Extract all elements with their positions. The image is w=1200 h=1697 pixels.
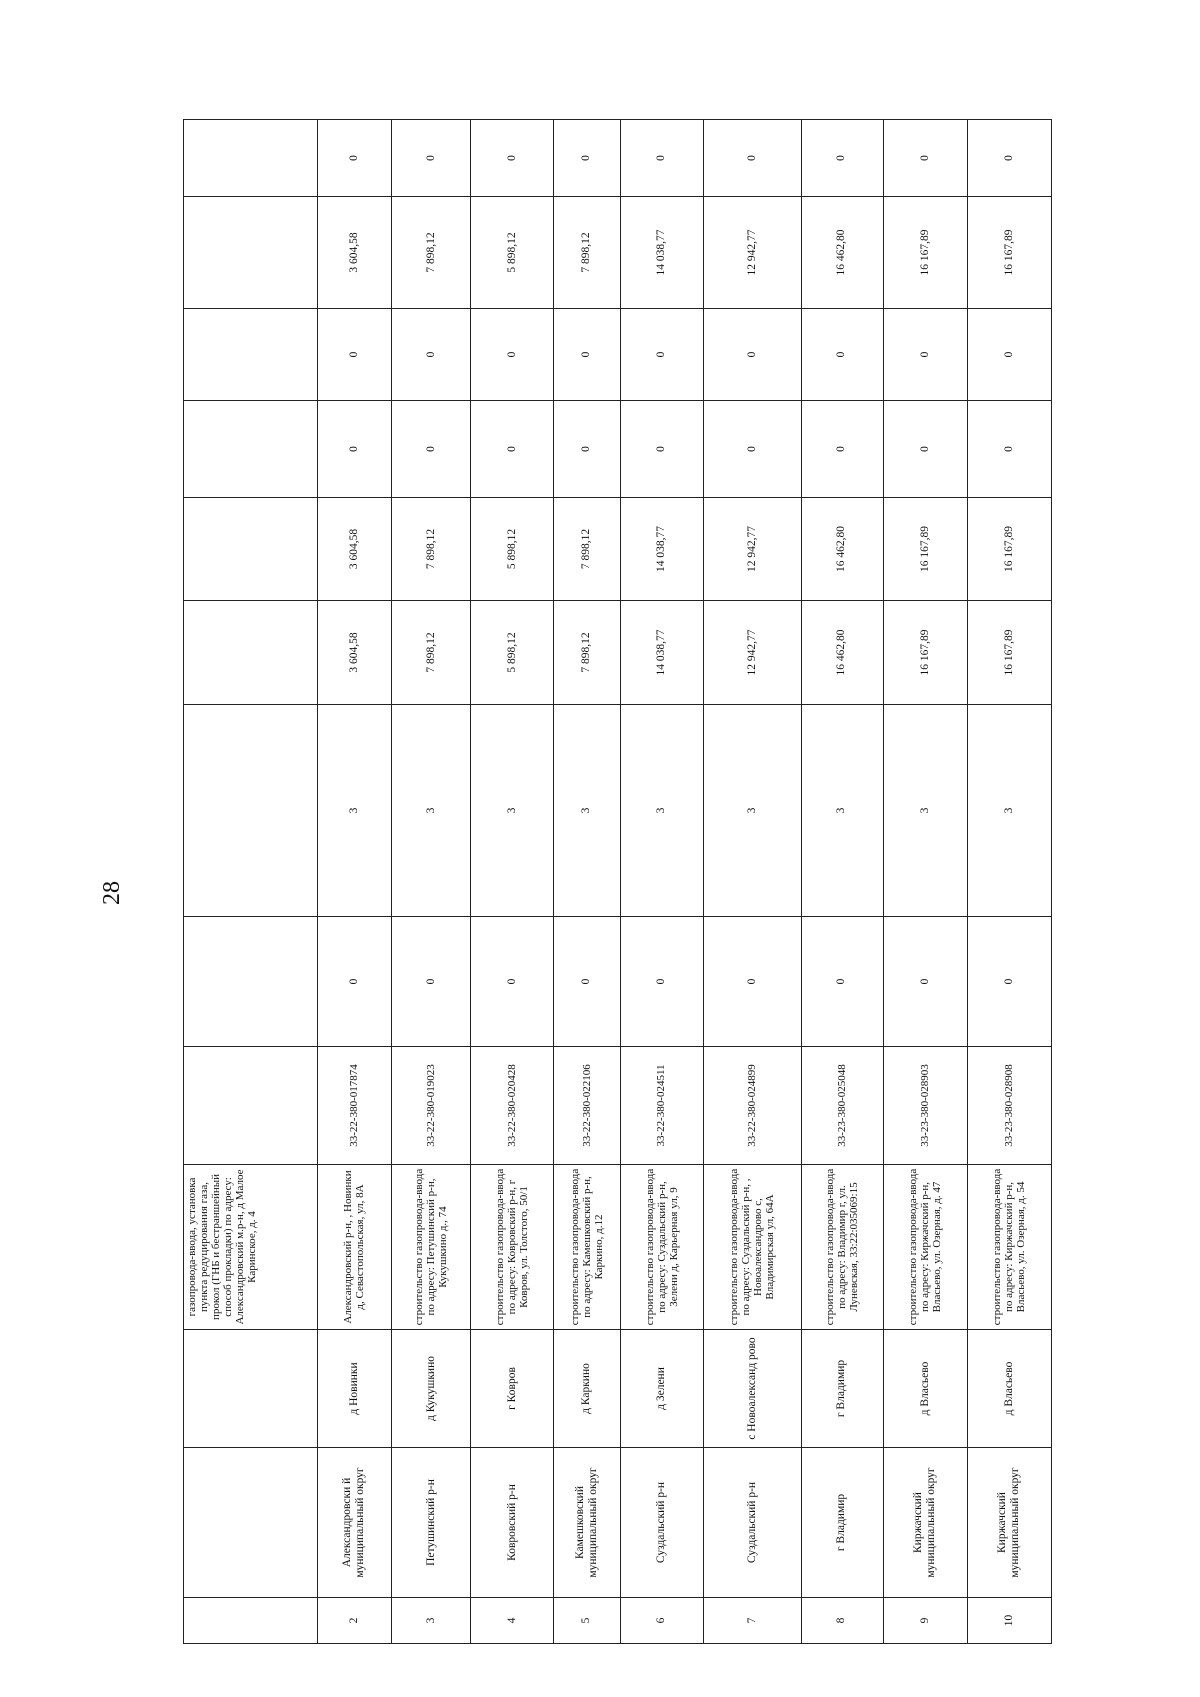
value-cell: 0 — [801, 401, 883, 498]
settlement-cell: с Новоалександ рово — [703, 1330, 801, 1448]
value-cell: 0 — [883, 917, 967, 1047]
value-cell: 5 898,12 — [471, 197, 554, 309]
value-cell: 0 — [620, 917, 703, 1047]
row-number-cell: 3 — [392, 1598, 471, 1644]
value-cell: 16 167,89 — [967, 601, 1051, 705]
settlement-cell: д Зелени — [620, 1330, 703, 1448]
value-cell: 14 038,77 — [620, 197, 703, 309]
header-cell — [184, 120, 318, 197]
row-number-cell: 10 — [967, 1598, 1051, 1644]
value-cell: 0 — [967, 401, 1051, 498]
table-row — [392, 120, 471, 1644]
value-cell: 0 — [554, 120, 620, 197]
value-cell: 3 — [703, 705, 801, 917]
value-cell: 0 — [620, 120, 703, 197]
header-object-cell: газопровода-ввода, установка пункта редуцирования газа, прокол (ГНБ и бестраншейный способ прокладки) по адресу: Александровский м.р-н, д Малое Каринское, д. 4 — [184, 1165, 318, 1330]
row-number-cell: 5 — [554, 1598, 620, 1644]
value-cell: 7 898,12 — [554, 498, 620, 601]
object-description-cell: строительство газопровода-ввода по адресу: Владимир г, ул. Луневская, 33:22:035069:15 — [801, 1165, 883, 1330]
value-cell: 3 604,58 — [317, 601, 392, 705]
value-cell: 0 — [317, 401, 392, 498]
district-cell: Суздальский р-н — [620, 1448, 703, 1598]
row-number-cell: 2 — [317, 1598, 392, 1644]
value-cell: 3 604,58 — [317, 197, 392, 309]
district-cell: Суздальский р-н — [703, 1448, 801, 1598]
table-header-row — [184, 120, 318, 1644]
gas-pipeline-table — [183, 119, 1052, 1644]
settlement-cell: г Владимир — [801, 1330, 883, 1448]
value-cell: 0 — [883, 120, 967, 197]
object-description-cell: строительство газопровода-ввода по адресу: Ковровский р-н, г Ковров, ул. Толстого, 50/1 — [471, 1165, 554, 1330]
value-cell: 0 — [703, 917, 801, 1047]
object-code-cell: 33-22-380-019023 — [392, 1047, 471, 1165]
district-cell: Камешковский муниципальный округ — [554, 1448, 620, 1598]
value-cell: 0 — [883, 309, 967, 401]
district-cell: Киржачский муниципальный округ — [967, 1448, 1051, 1598]
value-cell: 0 — [471, 401, 554, 498]
header-cell — [184, 498, 318, 601]
value-cell: 0 — [471, 120, 554, 197]
object-description-cell: Александровский р-н, , Новинки д, Севастопольская, ул, 8А — [317, 1165, 392, 1330]
object-description-cell: строительство газопровода-ввода по адресу: Киржачский р-н, Власьево, ул. Озерная, д. 54 — [967, 1165, 1051, 1330]
value-cell: 14 038,77 — [620, 498, 703, 601]
object-code-cell: 33-22-380-017874 — [317, 1047, 392, 1165]
value-cell: 16 167,89 — [967, 498, 1051, 601]
object-code-cell: 33-23-380-028903 — [883, 1047, 967, 1165]
settlement-cell: г Ковров — [471, 1330, 554, 1448]
value-cell: 12 942,77 — [703, 197, 801, 309]
table-row — [554, 120, 620, 1644]
settlement-cell: д Власьево — [967, 1330, 1051, 1448]
row-number-cell: 4 — [471, 1598, 554, 1644]
value-cell: 0 — [620, 401, 703, 498]
value-cell: 7 898,12 — [392, 498, 471, 601]
value-cell: 5 898,12 — [471, 498, 554, 601]
table-row — [471, 120, 554, 1644]
value-cell: 0 — [471, 917, 554, 1047]
header-cell — [184, 401, 318, 498]
object-description-cell: строительство газопровода-ввода по адресу: Киржачский р-н, Власьево, ул. Озерная, д. 47 — [883, 1165, 967, 1330]
value-cell: 0 — [317, 917, 392, 1047]
settlement-cell: д Новинки — [317, 1330, 392, 1448]
object-code-cell: 33-22-380-024511 — [620, 1047, 703, 1165]
settlement-cell: д Каркино — [554, 1330, 620, 1448]
district-cell: г Владимир — [801, 1448, 883, 1598]
header-cell — [184, 601, 318, 705]
header-cell — [184, 1330, 318, 1448]
table-row — [883, 120, 967, 1644]
value-cell: 0 — [317, 120, 392, 197]
value-cell: 0 — [801, 309, 883, 401]
header-cell — [184, 1047, 318, 1165]
object-code-cell: 33-22-380-020428 — [471, 1047, 554, 1165]
value-cell: 3 — [967, 705, 1051, 917]
header-cell — [184, 1598, 318, 1644]
value-cell: 0 — [392, 401, 471, 498]
table-row — [801, 120, 883, 1644]
row-number-cell: 6 — [620, 1598, 703, 1644]
value-cell: 0 — [554, 309, 620, 401]
value-cell: 12 942,77 — [703, 498, 801, 601]
value-cell: 0 — [967, 120, 1051, 197]
value-cell: 0 — [883, 401, 967, 498]
header-cell — [184, 197, 318, 309]
value-cell: 0 — [392, 309, 471, 401]
value-cell: 14 038,77 — [620, 601, 703, 705]
value-cell: 16 167,89 — [883, 197, 967, 309]
value-cell: 16 462,80 — [801, 197, 883, 309]
value-cell: 16 462,80 — [801, 601, 883, 705]
object-code-cell: 33-22-380-022106 — [554, 1047, 620, 1165]
table-row — [620, 120, 703, 1644]
object-description-cell: строительство газопровода-ввода по адресу: Суздальский р-н, , Новоалександрово с, Владимирская ул, 64А — [703, 1165, 801, 1330]
value-cell: 7 898,12 — [554, 601, 620, 705]
value-cell: 0 — [967, 309, 1051, 401]
value-cell: 7 898,12 — [392, 601, 471, 705]
value-cell: 3 — [392, 705, 471, 917]
row-number-cell: 7 — [703, 1598, 801, 1644]
object-description-cell: строительство газопровода-ввода по адресу: Камешковский р-н, Каркино, д.12 — [554, 1165, 620, 1330]
value-cell: 3 — [801, 705, 883, 917]
page-number: 28 — [99, 881, 125, 905]
settlement-cell: д Власьево — [883, 1330, 967, 1448]
district-cell: Ковровский р-н — [471, 1448, 554, 1598]
table-container — [183, 155, 1052, 1644]
value-cell: 0 — [801, 917, 883, 1047]
value-cell: 0 — [703, 309, 801, 401]
district-cell: Петушинский р-н — [392, 1448, 471, 1598]
value-cell: 7 898,12 — [554, 197, 620, 309]
value-cell: 16 167,89 — [883, 601, 967, 705]
header-cell — [184, 705, 318, 917]
value-cell: 3 604,58 — [317, 498, 392, 601]
object-code-cell: 33-22-380-024899 — [703, 1047, 801, 1165]
value-cell: 3 — [317, 705, 392, 917]
table-row — [703, 120, 801, 1644]
settlement-cell: д Кукушкино — [392, 1330, 471, 1448]
value-cell: 0 — [554, 917, 620, 1047]
district-cell: Киржачский муниципальный округ — [883, 1448, 967, 1598]
value-cell: 0 — [554, 401, 620, 498]
object-code-cell: 33-23-380-025048 — [801, 1047, 883, 1165]
object-description-cell: строительство газопровода-ввода по адресу: Суздальский р-н, Зелени д, Карьерная ул, 9 — [620, 1165, 703, 1330]
district-cell: Александровски й муниципальный округ — [317, 1448, 392, 1598]
value-cell: 12 942,77 — [703, 601, 801, 705]
value-cell: 0 — [967, 917, 1051, 1047]
object-description-cell: строительство газопровода-ввода по адресу: Петушинский р-н, Кукушкино д., 74 — [392, 1165, 471, 1330]
value-cell: 0 — [392, 917, 471, 1047]
value-cell: 0 — [471, 309, 554, 401]
rotated-table — [183, 155, 1052, 1644]
header-cell — [184, 917, 318, 1047]
value-cell: 0 — [317, 309, 392, 401]
value-cell: 5 898,12 — [471, 601, 554, 705]
value-cell: 0 — [801, 120, 883, 197]
row-number-cell: 8 — [801, 1598, 883, 1644]
header-cell — [184, 1448, 318, 1598]
value-cell: 3 — [883, 705, 967, 917]
value-cell: 16 462,80 — [801, 498, 883, 601]
table-row — [967, 120, 1051, 1644]
value-cell: 0 — [620, 309, 703, 401]
value-cell: 0 — [392, 120, 471, 197]
header-cell — [184, 309, 318, 401]
table-row — [317, 120, 392, 1644]
value-cell: 3 — [554, 705, 620, 917]
value-cell: 0 — [703, 120, 801, 197]
value-cell: 3 — [620, 705, 703, 917]
value-cell: 16 167,89 — [967, 197, 1051, 309]
object-code-cell: 33-23-380-028908 — [967, 1047, 1051, 1165]
value-cell: 0 — [703, 401, 801, 498]
row-number-cell: 9 — [883, 1598, 967, 1644]
value-cell: 3 — [471, 705, 554, 917]
value-cell: 7 898,12 — [392, 197, 471, 309]
value-cell: 16 167,89 — [883, 498, 967, 601]
